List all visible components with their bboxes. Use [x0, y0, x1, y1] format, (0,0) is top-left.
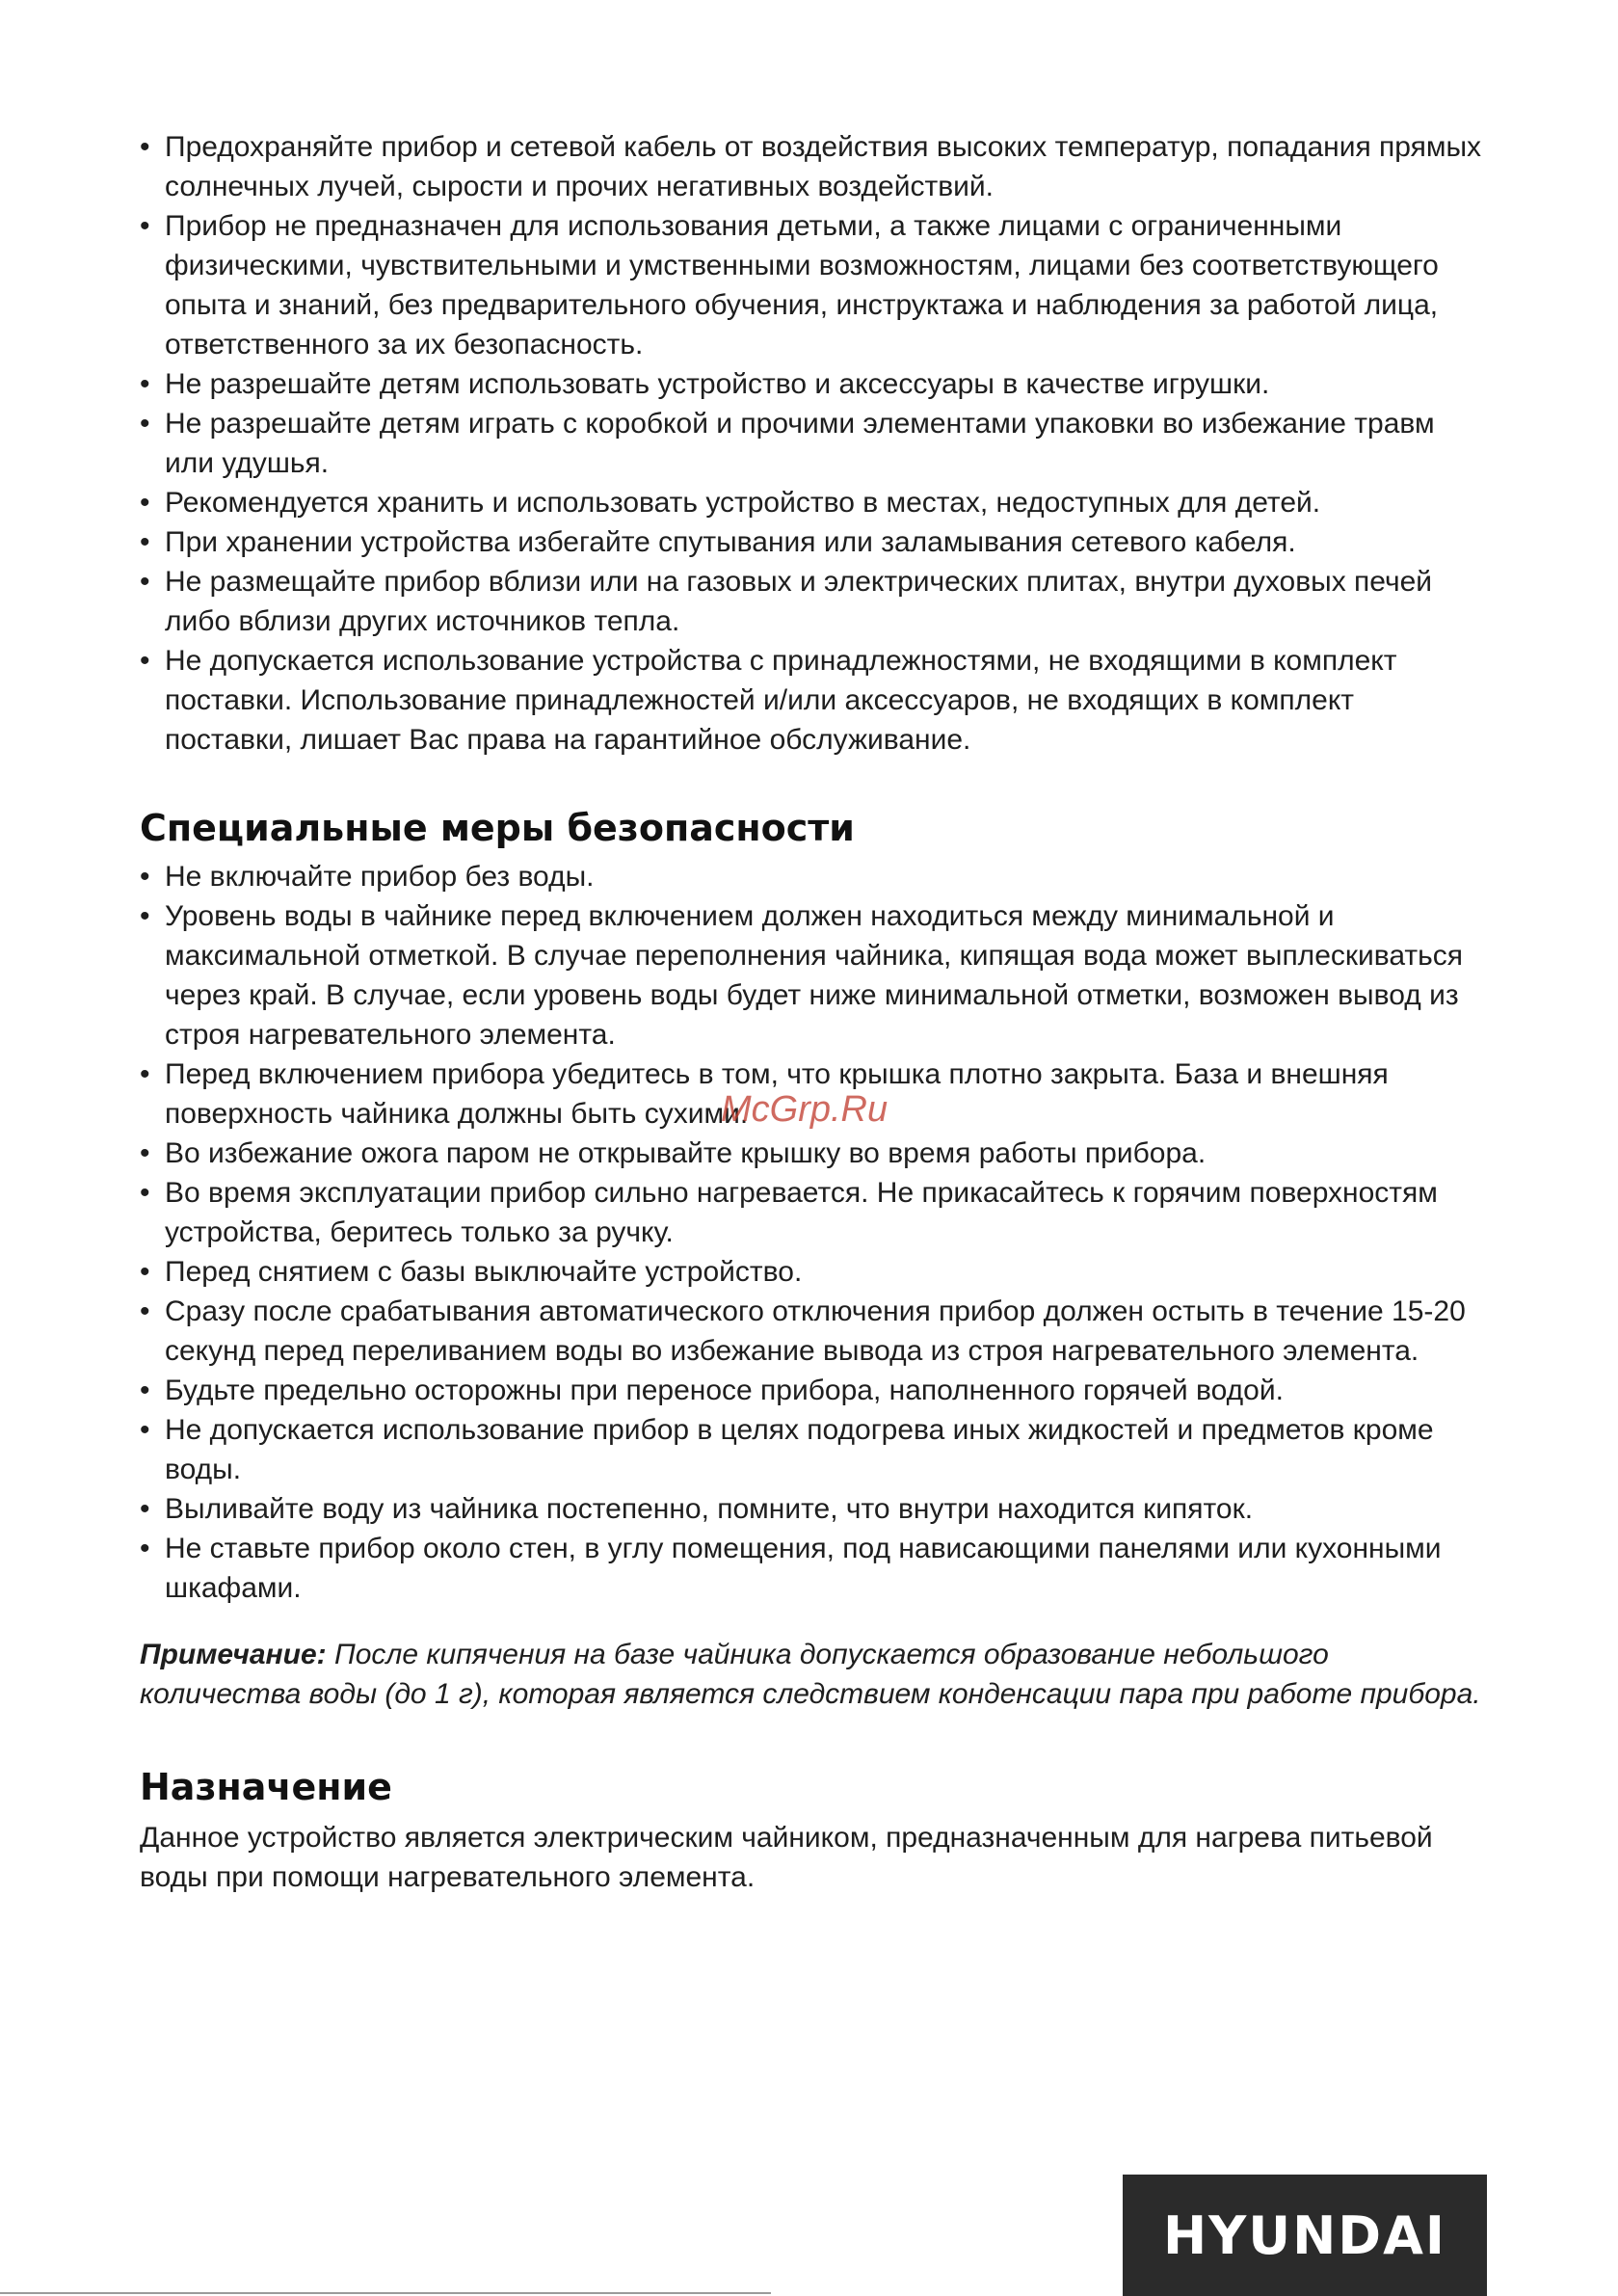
list-item-text: При хранении устройства избегайте спутывания или заламывания сетевого кабеля. [165, 526, 1296, 558]
bullet-icon: • [140, 526, 150, 558]
note-text: После кипячения на базе чайника допускается образование небольшого количества воды (до 1 г), которая является следствием конденсации пара при работе прибора. [140, 1639, 1481, 1710]
list-item [140, 857, 1489, 896]
list-item-text: Рекомендуется хранить и использовать устройство в местах, недоступных для детей. [165, 487, 1321, 519]
watermark-text: McGrp.Ru [721, 1089, 889, 1130]
list-item-text: Не ставьте прибор около стен, в углу помещения, под нависающими панелями или кухонными шкафами. [165, 1533, 1442, 1604]
list-item [140, 364, 1489, 404]
brand-logo-text: HYUNDAI [1162, 2204, 1447, 2266]
bullet-icon: • [140, 1256, 150, 1288]
bullet-icon: • [140, 1137, 150, 1169]
list-item-text: Прибор не предназначен для использования детьми, а также лицами с ограниченными физическими, чувствительными и умственными возможностям, лицами без соответствующего опыта и знаний, без предварительного обучения, инструктажа и наблюдения за работой лица, ответственного за их безопасность. [165, 210, 1439, 360]
list-item-text: Во избежание ожога паром не открывайте крышку во время работы прибора. [165, 1137, 1207, 1169]
bullet-icon: • [140, 408, 150, 440]
list-item [140, 127, 1489, 206]
list-item [140, 1489, 1489, 1529]
note-label: Примечание: [140, 1639, 327, 1670]
brand-logo [1123, 2175, 1487, 2296]
list-item [140, 1252, 1489, 1292]
list-item [140, 1173, 1489, 1252]
general-safety-list [140, 127, 1489, 760]
bullet-icon: • [140, 210, 150, 242]
list-item-text: Не разрешайте детям использовать устройство и аксессуары в качестве игрушки. [165, 368, 1270, 400]
list-item [140, 206, 1489, 364]
bullet-icon: • [140, 1375, 150, 1406]
footer-divider [0, 2292, 771, 2294]
section-title-purpose: Назначение [140, 1766, 392, 1808]
list-item-text: Уровень воды в чайнике перед включением должен находиться между минимальной и максимальной отметкой. В случае переполнения чайника, кипящая вода может выплескиваться через край. В случае, если уровень воды будет ниже минимальной отметки, возможен вывод из строя нагревательного элемента. [165, 900, 1463, 1051]
list-item [140, 562, 1489, 641]
list-item [140, 483, 1489, 522]
list-item [140, 1529, 1489, 1608]
list-item [140, 641, 1489, 760]
list-item [140, 522, 1489, 562]
bullet-icon: • [140, 368, 150, 400]
list-item-text: Перед включением прибора убедитесь в том, что крышка плотно закрыта. База и внешняя поверхность чайника должны быть сухими. [165, 1058, 1389, 1130]
list-item [140, 1410, 1489, 1489]
list-item-text: Предохраняйте прибор и сетевой кабель от воздействия высоких температур, попадания прямых солнечных лучей, сырости и прочих негативных воздействий. [165, 131, 1482, 202]
list-item [140, 1134, 1489, 1173]
list-item-text: Выливайте воду из чайника постепенно, помните, что внутри находится кипяток. [165, 1493, 1254, 1525]
list-item-text: Сразу после срабатывания автоматического отключения прибор должен остыть в течение 15-20 секунд перед переливанием воды во избежание вывода из строя нагревательного элемента. [165, 1295, 1466, 1367]
list-item-text: Перед снятием с базы выключайте устройство. [165, 1256, 803, 1288]
list-item-text: Во время эксплуатации прибор сильно нагревается. Не прикасайтесь к горячим поверхностям устройства, беритесь только за ручку. [165, 1177, 1438, 1248]
page-content [140, 127, 1489, 1897]
list-item [140, 896, 1489, 1055]
list-item-text: Не включайте прибор без воды. [165, 861, 595, 893]
list-item-text: Не допускается использование устройства с принадлежностями, не входящими в комплект поставки. Использование принадлежностей и/или аксессуаров, не входящих в комплект поставки, лишает Вас права на гарантийное обслуживание. [165, 645, 1397, 756]
bullet-icon: • [140, 645, 150, 677]
bullet-icon: • [140, 900, 150, 932]
purpose-paragraph: Данное устройство является электрическим чайником, предназначенным для нагрева питьевой воды при помощи нагревательного элемента. [140, 1822, 1433, 1893]
bullet-icon: • [140, 1493, 150, 1525]
list-item [140, 1292, 1489, 1371]
bullet-icon: • [140, 1058, 150, 1090]
list-item-text: Не допускается использование прибор в целях подогрева иных жидкостей и предметов кроме воды. [165, 1414, 1434, 1485]
list-item [140, 1371, 1489, 1410]
bullet-icon: • [140, 566, 150, 598]
bullet-icon: • [140, 1414, 150, 1446]
bullet-icon: • [140, 861, 150, 893]
bullet-icon: • [140, 487, 150, 519]
bullet-icon: • [140, 1295, 150, 1327]
bullet-icon: • [140, 1533, 150, 1564]
list-item-text: Не разрешайте детям играть с коробкой и прочими элементами упаковки во избежание травм или удушья. [165, 408, 1435, 479]
section-title-special-safety: Специальные меры безопасности [140, 807, 855, 849]
special-safety-list [140, 857, 1489, 1608]
bullet-icon: • [140, 1177, 150, 1209]
bullet-icon: • [140, 131, 150, 163]
list-item-text: Не размещайте прибор вблизи или на газовых и электрических плитах, внутри духовых печей либо вблизи других источников тепла. [165, 566, 1433, 637]
note-paragraph [140, 1635, 1489, 1714]
list-item [140, 404, 1489, 483]
list-item-text: Будьте предельно осторожны при переносе прибора, наполненного горячей водой. [165, 1375, 1284, 1406]
